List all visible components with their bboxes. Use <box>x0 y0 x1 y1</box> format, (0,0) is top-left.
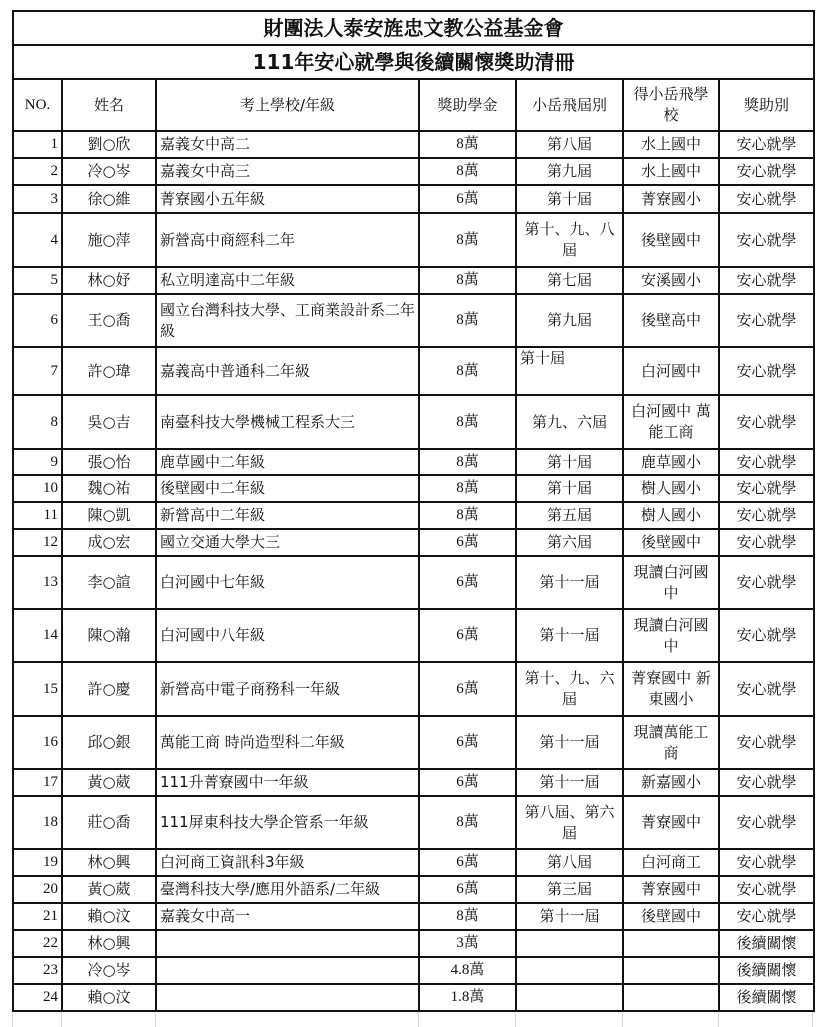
table-row <box>13 475 814 502</box>
scholarship-amount-cell: 8萬 <box>419 395 516 449</box>
program-session-cell: 第十屆 <box>516 185 623 213</box>
table-row <box>13 984 814 1011</box>
award-type-cell: 安心就學 <box>719 294 814 347</box>
recipient-name-cell: 吳○吉 <box>62 395 156 449</box>
scholarship-amount-cell: 8萬 <box>419 158 516 185</box>
program-session-cell: 第十一屆 <box>516 556 623 609</box>
recipient-name-cell: 成○宏 <box>62 529 156 556</box>
program-session-cell: 第十一屆 <box>516 903 623 930</box>
program-school-cell: 現讀白河國中 <box>623 556 719 609</box>
header-type: 獎助別 <box>719 79 814 131</box>
program-school-cell <box>623 930 719 957</box>
program-session-cell <box>516 984 623 1011</box>
recipient-name-cell: 王○喬 <box>62 294 156 347</box>
table-row <box>13 502 814 529</box>
table-row <box>13 449 814 475</box>
program-school-cell <box>623 957 719 984</box>
table-row <box>13 131 814 158</box>
program-session-cell: 第五屆 <box>516 502 623 529</box>
admitted-school-cell: 白河國中八年級 <box>156 609 419 662</box>
program-session-cell <box>516 930 623 957</box>
award-type-cell: 安心就學 <box>719 903 814 930</box>
admitted-school-cell: 新營高中商經科二年 <box>156 213 419 267</box>
table-row <box>13 294 814 347</box>
recipient-name-cell: 魏○祐 <box>62 475 156 502</box>
recipient-name-cell: 劉○欣 <box>62 131 156 158</box>
program-school-cell: 現讀白河國中 <box>623 609 719 662</box>
admitted-school-cell: 嘉義高中普通科二年級 <box>156 347 419 395</box>
award-type-cell: 後續關懷 <box>719 984 814 1011</box>
award-type-cell: 安心就學 <box>719 395 814 449</box>
header-no: NO. <box>13 79 62 131</box>
recipient-name-cell: 陳○凱 <box>62 502 156 529</box>
scholarship-amount-cell: 6萬 <box>419 849 516 876</box>
row-number-cell: 10 <box>13 475 62 502</box>
program-school-cell: 菁寮國中 <box>623 876 719 903</box>
table-body <box>13 131 814 1011</box>
row-number-cell: 1 <box>13 131 62 158</box>
row-number-cell: 6 <box>13 294 62 347</box>
award-type-cell: 後續關懷 <box>719 930 814 957</box>
header-school: 考上學校/年級 <box>156 79 419 131</box>
scholarship-amount-cell: 8萬 <box>419 294 516 347</box>
table-row <box>13 609 814 662</box>
program-school-cell: 後壁國中 <box>623 213 719 267</box>
program-school-cell: 白河國中 <box>623 347 719 395</box>
award-type-cell: 安心就學 <box>719 502 814 529</box>
recipient-name-cell: 莊○喬 <box>62 796 156 849</box>
admitted-school-cell: 嘉義女中高三 <box>156 158 419 185</box>
admitted-school-cell: 私立明達高中二年級 <box>156 267 419 294</box>
table-row <box>13 849 814 876</box>
table-row <box>13 185 814 213</box>
program-school-cell: 新嘉國小 <box>623 769 719 796</box>
recipient-name-cell: 許○瑋 <box>62 347 156 395</box>
title-row <box>13 11 814 45</box>
row-number-cell: 4 <box>13 213 62 267</box>
recipient-name-cell: 李○諠 <box>62 556 156 609</box>
table-row <box>13 876 814 903</box>
admitted-school-cell: 國立台灣科技大學、工商業設計系二年級 <box>156 294 419 347</box>
admitted-school-cell: 臺灣科技大學/應用外語系/二年級 <box>156 876 419 903</box>
row-number-cell: 24 <box>13 984 62 1011</box>
program-school-cell <box>623 984 719 1011</box>
program-session-cell: 第八屆、第六屆 <box>516 796 623 849</box>
table-row <box>13 930 814 957</box>
header-row <box>13 79 814 131</box>
row-number-cell: 23 <box>13 957 62 984</box>
recipient-name-cell: 林○興 <box>62 849 156 876</box>
row-number-cell: 17 <box>13 769 62 796</box>
award-type-cell: 安心就學 <box>719 475 814 502</box>
program-session-cell: 第十屆 <box>516 449 623 475</box>
gridline <box>155 1012 156 1027</box>
admitted-school-cell: 白河商工資訊科3年級 <box>156 849 419 876</box>
admitted-school-cell: 嘉義女中高一 <box>156 903 419 930</box>
scholarship-amount-cell: 8萬 <box>419 449 516 475</box>
award-type-cell: 安心就學 <box>719 347 814 395</box>
table-row <box>13 213 814 267</box>
award-type-cell: 後續關懷 <box>719 957 814 984</box>
program-school-cell: 後壁國中 <box>623 903 719 930</box>
scholarship-register <box>12 10 813 1012</box>
admitted-school-cell: 菁寮國小五年級 <box>156 185 419 213</box>
recipient-name-cell: 黃○葳 <box>62 769 156 796</box>
gridline <box>12 1012 13 1027</box>
recipient-name-cell: 黃○葳 <box>62 876 156 903</box>
recipient-name-cell: 施○萍 <box>62 213 156 267</box>
scholarship-amount-cell: 6萬 <box>419 716 516 769</box>
table-row <box>13 796 814 849</box>
row-number-cell: 21 <box>13 903 62 930</box>
scholarship-amount-cell: 8萬 <box>419 903 516 930</box>
program-school-cell: 白河商工 <box>623 849 719 876</box>
scholarship-amount-cell: 6萬 <box>419 556 516 609</box>
program-school-cell: 菁寮國小 <box>623 185 719 213</box>
table-row <box>13 716 814 769</box>
program-session-cell: 第十一屆 <box>516 716 623 769</box>
program-school-cell: 白河國中 萬能工商 <box>623 395 719 449</box>
program-school-cell: 後壁國中 <box>623 529 719 556</box>
row-number-cell: 12 <box>13 529 62 556</box>
recipient-name-cell: 邱○銀 <box>62 716 156 769</box>
header-amount: 獎助學金 <box>419 79 516 131</box>
program-school-cell: 安溪國小 <box>623 267 719 294</box>
program-session-cell: 第九屆 <box>516 158 623 185</box>
table-row <box>13 903 814 930</box>
admitted-school-cell: 111屏東科技大學企管系一年級 <box>156 796 419 849</box>
program-school-cell: 菁寮國中 新東國小 <box>623 662 719 716</box>
gridline <box>622 1012 623 1027</box>
header-session: 小岳飛屆別 <box>516 79 623 131</box>
scholarship-amount-cell: 6萬 <box>419 662 516 716</box>
scholarship-amount-cell: 6萬 <box>419 876 516 903</box>
program-session-cell: 第九屆 <box>516 294 623 347</box>
row-number-cell: 13 <box>13 556 62 609</box>
recipient-name-cell: 冷○岑 <box>62 158 156 185</box>
document-title: 財團法人泰安旌忠文教公益基金會 <box>13 11 814 45</box>
program-session-cell: 第八屆 <box>516 849 623 876</box>
scholarship-amount-cell: 8萬 <box>419 475 516 502</box>
table-row <box>13 347 814 395</box>
award-type-cell: 安心就學 <box>719 131 814 158</box>
award-type-cell: 安心就學 <box>719 529 814 556</box>
table-row <box>13 158 814 185</box>
award-type-cell: 安心就學 <box>719 769 814 796</box>
header-name: 姓名 <box>62 79 156 131</box>
program-school-cell: 樹人國小 <box>623 502 719 529</box>
award-type-cell: 安心就學 <box>719 796 814 849</box>
table-row <box>13 556 814 609</box>
row-number-cell: 20 <box>13 876 62 903</box>
recipient-name-cell: 徐○維 <box>62 185 156 213</box>
admitted-school-cell: 鹿草國中二年級 <box>156 449 419 475</box>
recipient-name-cell: 賴○汶 <box>62 984 156 1011</box>
admitted-school-cell: 白河國中七年級 <box>156 556 419 609</box>
row-number-cell: 8 <box>13 395 62 449</box>
scholarship-amount-cell: 8萬 <box>419 131 516 158</box>
table-row <box>13 662 814 716</box>
gridline <box>812 1012 813 1027</box>
scholarship-amount-cell: 6萬 <box>419 529 516 556</box>
scholarship-amount-cell: 3萬 <box>419 930 516 957</box>
admitted-school-cell: 111升菁寮國中一年級 <box>156 769 419 796</box>
admitted-school-cell: 南臺科技大學機械工程系大三 <box>156 395 419 449</box>
row-number-cell: 15 <box>13 662 62 716</box>
program-school-cell: 後壁高中 <box>623 294 719 347</box>
admitted-school-cell <box>156 984 419 1011</box>
scholarship-amount-cell: 8萬 <box>419 213 516 267</box>
program-school-cell: 菁寮國中 <box>623 796 719 849</box>
row-number-cell: 18 <box>13 796 62 849</box>
admitted-school-cell: 新營高中電子商務科一年級 <box>156 662 419 716</box>
admitted-school-cell <box>156 957 419 984</box>
program-session-cell: 第十一屆 <box>516 769 623 796</box>
award-type-cell: 安心就學 <box>719 449 814 475</box>
award-type-cell: 安心就學 <box>719 609 814 662</box>
row-number-cell: 9 <box>13 449 62 475</box>
recipient-name-cell: 冷○岑 <box>62 957 156 984</box>
scholarship-amount-cell: 8萬 <box>419 796 516 849</box>
row-number-cell: 14 <box>13 609 62 662</box>
document-subtitle: 111年安心就學與後續關懷獎助清冊 <box>13 45 814 79</box>
recipient-name-cell: 林○妤 <box>62 267 156 294</box>
program-session-cell: 第七屆 <box>516 267 623 294</box>
admitted-school-cell <box>156 930 419 957</box>
program-session-cell: 第八屆 <box>516 131 623 158</box>
program-school-cell: 鹿草國小 <box>623 449 719 475</box>
program-session-cell: 第十屆 <box>516 347 623 395</box>
table-row <box>13 769 814 796</box>
award-type-cell: 安心就學 <box>719 849 814 876</box>
program-session-cell: 第九、六屆 <box>516 395 623 449</box>
program-session-cell: 第六屆 <box>516 529 623 556</box>
gridline <box>61 1012 62 1027</box>
recipient-name-cell: 林○興 <box>62 930 156 957</box>
program-school-cell: 樹人國小 <box>623 475 719 502</box>
sheet-gridlines <box>12 1012 813 1027</box>
award-type-cell: 安心就學 <box>719 556 814 609</box>
row-number-cell: 5 <box>13 267 62 294</box>
row-number-cell: 3 <box>13 185 62 213</box>
program-session-cell: 第十、九、八屆 <box>516 213 623 267</box>
scholarship-amount-cell: 8萬 <box>419 267 516 294</box>
row-number-cell: 7 <box>13 347 62 395</box>
recipient-name-cell: 賴○汶 <box>62 903 156 930</box>
scholarship-amount-cell: 8萬 <box>419 502 516 529</box>
award-type-cell: 安心就學 <box>719 185 814 213</box>
scholarship-amount-cell: 8萬 <box>419 347 516 395</box>
gridline <box>515 1012 516 1027</box>
recipient-name-cell: 許○慶 <box>62 662 156 716</box>
recipient-name-cell: 陳○瀚 <box>62 609 156 662</box>
award-type-cell: 安心就學 <box>719 662 814 716</box>
table-row <box>13 529 814 556</box>
award-type-cell: 安心就學 <box>719 158 814 185</box>
award-type-cell: 安心就學 <box>719 213 814 267</box>
gridline <box>418 1012 419 1027</box>
program-school-cell: 水上國中 <box>623 131 719 158</box>
program-school-cell: 水上國中 <box>623 158 719 185</box>
program-session-cell: 第三屆 <box>516 876 623 903</box>
scholarship-table <box>12 10 815 1012</box>
table-row <box>13 957 814 984</box>
row-number-cell: 16 <box>13 716 62 769</box>
admitted-school-cell: 後壁國中二年級 <box>156 475 419 502</box>
program-session-cell <box>516 957 623 984</box>
table-row <box>13 267 814 294</box>
admitted-school-cell: 新營高中二年級 <box>156 502 419 529</box>
program-session-cell: 第十一屆 <box>516 609 623 662</box>
row-number-cell: 2 <box>13 158 62 185</box>
program-session-cell: 第十屆 <box>516 475 623 502</box>
program-session-cell: 第十、九、六屆 <box>516 662 623 716</box>
award-type-cell: 安心就學 <box>719 716 814 769</box>
admitted-school-cell: 萬能工商 時尚造型科二年級 <box>156 716 419 769</box>
scholarship-amount-cell: 4.8萬 <box>419 957 516 984</box>
scholarship-amount-cell: 1.8萬 <box>419 984 516 1011</box>
admitted-school-cell: 嘉義女中高二 <box>156 131 419 158</box>
admitted-school-cell: 國立交通大學大三 <box>156 529 419 556</box>
recipient-name-cell: 張○怡 <box>62 449 156 475</box>
table-row <box>13 395 814 449</box>
award-type-cell: 安心就學 <box>719 876 814 903</box>
scholarship-amount-cell: 6萬 <box>419 769 516 796</box>
row-number-cell: 11 <box>13 502 62 529</box>
award-type-cell: 安心就學 <box>719 267 814 294</box>
header-prev-school: 得小岳飛學校 <box>623 79 719 131</box>
row-number-cell: 19 <box>13 849 62 876</box>
program-school-cell: 現讀萬能工商 <box>623 716 719 769</box>
subtitle-row <box>13 45 814 79</box>
gridline <box>718 1012 719 1027</box>
scholarship-amount-cell: 6萬 <box>419 609 516 662</box>
row-number-cell: 22 <box>13 930 62 957</box>
scholarship-amount-cell: 6萬 <box>419 185 516 213</box>
